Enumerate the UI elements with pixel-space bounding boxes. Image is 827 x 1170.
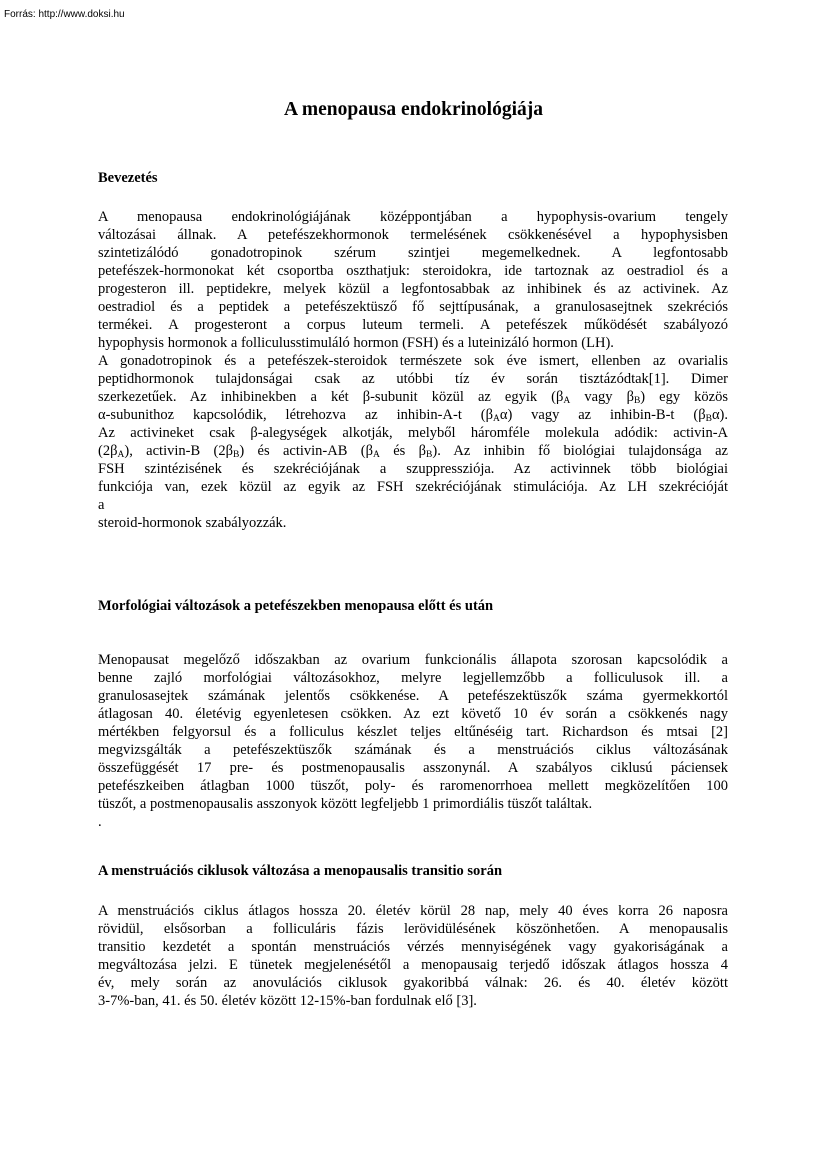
paragraph-line: steroid-hormonok szabályozzák. bbox=[98, 515, 287, 531]
section-heading-intro: Bevezetés bbox=[98, 170, 158, 186]
paragraph-line: a bbox=[98, 497, 105, 513]
paragraph-line: α-subunithoz kapcsolódik, létrehozva az inhibin-A-t $(\beta_A\alpha)$ vagy az inhibin-B-t $(\beta_B\alpha)$. bbox=[98, 407, 728, 424]
paragraph-line: peptidhormonok tulajdonságai csak az utóbbi tíz év során tisztázódtak[1]. Dimer bbox=[98, 371, 728, 387]
paragraph-line: A gonadotropinok és a petefészek-steroidok természete sok éve ismert, ellenben az ovarialis bbox=[98, 353, 728, 369]
paragraph-line: FSH szintézisének és szekréciójának a szuppressziója. Az activinnek több biológiai bbox=[98, 461, 728, 477]
paragraph-line: petefészek-hormonokat két csoportba oszthatjuk: steroidokra, ide tartoznak az oestradiol és a bbox=[98, 263, 728, 279]
paragraph-line: progesteron ill. peptidekre, melyek közül a legfontosabbak az inhibinek és az activinek. Az bbox=[98, 281, 728, 297]
paragraph-line: granulosasejtek számának jelentős csökkenése. A petefészektüszők száma gyermekkortól bbox=[98, 688, 728, 704]
paragraph-line: Menopausat megelőző időszakban az ovarium funkcionális állapota szorosan kapcsolódik a bbox=[98, 652, 728, 668]
paragraph-line: benne zajló morfológiai változásokhoz, melyre legjellemzőbb a folliculusok ill. a bbox=[98, 670, 728, 686]
paragraph-line: átlagosan 40. életévig egyenletesen csökken. Az ezt követő 10 év során a csökkenés nagy bbox=[98, 706, 728, 722]
paragraph-line: szintetizálódó gonadotropinok szérum szintjei megemelkednek. A legfontosabb bbox=[98, 245, 728, 261]
paragraph-line: szerkezetűek. Az inhibinekben a két β-subunit közül az egyik ($\beta_A$ vagy $\beta_B$) egy közös bbox=[98, 389, 729, 406]
section-heading-morphology: Morfológiai változások a petefészekben menopausa előtt és után bbox=[98, 598, 494, 614]
paragraph-line: összefüggését 17 pre- és postmenopausalis asszonynál. A szabályos ciklusú páciensek bbox=[98, 760, 728, 776]
paragraph-line: A menstruációs ciklus átlagos hossza 20. életév körül 28 nap, mely 40 éves korra 26 naposra bbox=[98, 903, 728, 919]
paragraph-line: év, mely során az anovulációs ciklusok gyakoribbá válnak: 26. és 40. életév között bbox=[98, 975, 728, 991]
paragraph-line: termékei. A progesteront a corpus luteum termeli. A petefészek működését szabályozó bbox=[98, 317, 728, 333]
paragraph-line: rövidül, elsősorban a folliculáris fázis lerövidülésének köszönhetően. A menopausalis bbox=[98, 921, 728, 937]
paragraph-line: megváltozása jelzi. E tünetek megjelenésétől a menopausaig terjedő időszak átlagos hossza 4 bbox=[98, 957, 728, 973]
paragraph-line: mértékben felgyorsul és a folliculus készlet teljes eltűnéséig tart. Richardson és mtsai [2] bbox=[98, 724, 728, 740]
paragraph-line: A menopausa endokrinológiájának középpontjában a hypophysis-ovarium tengely bbox=[98, 209, 728, 225]
paragraph-line: petefészkeiben átlagban 1000 tüszőt, poly- és raromenorrhoea mellett megközelítően 100 bbox=[98, 778, 728, 794]
paragraph-line: 3-7%-ban, 41. és 50. életév között 12-15%-ban fordulnak elő [3]. bbox=[98, 993, 477, 1009]
document-title: A menopausa endokrinológiája bbox=[284, 99, 543, 120]
paragraph-line: hypophysis hormonok a folliculusstimuláló hormon (FSH) és a luteinizáló hormon (LH). bbox=[98, 335, 614, 351]
paragraph-line: Az activineket csak β-alegységek alkotják, melyből háromféle molekula adódik: activin-A bbox=[98, 425, 728, 441]
paragraph-line: változásai állnak. A petefészekhormonok termelésének csökkenésével a hypophysisben bbox=[98, 227, 728, 243]
paragraph-line: transitio kezdetét a spontán menstruációs vérzés mennyiségének vagy gyakoriságának a bbox=[98, 939, 728, 955]
paragraph-line: oestradiol és a peptidek a petefészektüsző fő sejttípusának, a granulosasejtnek szekréciós bbox=[98, 299, 728, 315]
source-url-label: Forrás: http://www.doksi.hu bbox=[4, 9, 125, 20]
paragraph-line: tüszőt, a postmenopausalis asszonyok között legfeljebb 1 primordiális tüszőt találtak. bbox=[98, 796, 593, 812]
paragraph-line: funkciója van, ezek közül az egyik az FSH szekréciójának stimulációja. Az LH szekrécióját bbox=[98, 479, 728, 495]
paragraph-line: megvizsgálták a petefészektüszők számának és a menstruációs ciklus változásának bbox=[98, 742, 728, 758]
paragraph-line: . bbox=[98, 814, 102, 830]
section-heading-cycle: A menstruációs ciklusok változása a menopausalis transitio során bbox=[98, 863, 503, 879]
paragraph-line: $(2\beta_A)$, activin-B $(2\beta_B)$ és activin-AB ($\beta_A$ és $\beta_B$). Az inhibin fő biológiai tulajdonsága az bbox=[98, 443, 728, 460]
